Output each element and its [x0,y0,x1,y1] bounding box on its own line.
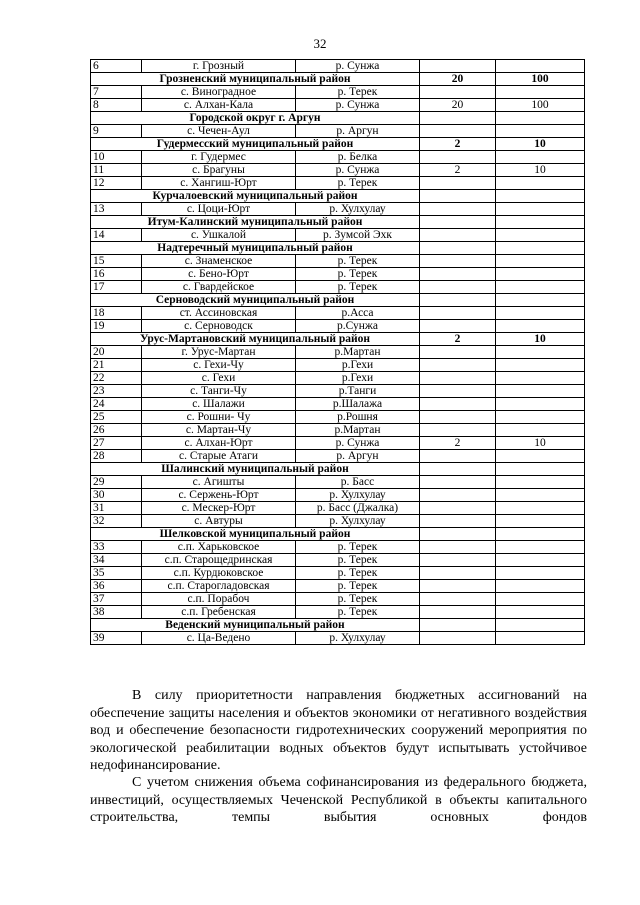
district-value-2 [496,242,585,255]
river-name: р.Асса [296,307,420,320]
row-number: 28 [91,450,142,463]
river-name: р. Аргун [296,125,420,138]
river-name: р. Басс (Джалка) [296,502,420,515]
value-2 [496,60,585,73]
value-2: 10 [496,164,585,177]
table-row [91,567,585,580]
value-2 [496,268,585,281]
value-2 [496,320,585,333]
settlement-name: с. Мартан-Чу [142,424,296,437]
table-row [91,281,585,294]
settlement-name: с. Хангиш-Юрт [142,177,296,190]
district-name: Грозненский муниципальный район [91,73,420,86]
settlement-name: г. Грозный [142,60,296,73]
table-row [91,164,585,177]
district-value-2 [496,463,585,476]
row-number: 14 [91,229,142,242]
value-1 [420,515,496,528]
table-row [91,632,585,645]
river-name: р. Сунжа [296,164,420,177]
value-2: 10 [496,437,585,450]
settlement-name: с.п. Старощедринская [142,554,296,567]
river-name: р. Терек [296,177,420,190]
river-name: р.Сунжа [296,320,420,333]
row-number: 33 [91,541,142,554]
table-row [91,99,585,112]
row-number: 25 [91,411,142,424]
river-name: р. Басс [296,476,420,489]
value-1 [420,593,496,606]
value-1 [420,398,496,411]
river-name: р. Терек [296,554,420,567]
river-name: р.Мартан [296,346,420,359]
value-2 [496,86,585,99]
row-number: 27 [91,437,142,450]
row-number: 34 [91,554,142,567]
value-1: 2 [420,164,496,177]
river-name: р. Сунжа [296,99,420,112]
river-name: р. Терек [296,606,420,619]
value-1 [420,567,496,580]
settlement-name: с. Рошни- Чу [142,411,296,424]
value-2 [496,281,585,294]
settlement-name: с. Гехи [142,372,296,385]
district-header-row [91,463,585,476]
river-name: р. Зумсой Эхк [296,229,420,242]
table-row [91,593,585,606]
value-2 [496,450,585,463]
value-2 [496,229,585,242]
value-1 [420,359,496,372]
table-row [91,450,585,463]
value-1 [420,177,496,190]
value-2 [496,554,585,567]
row-number: 30 [91,489,142,502]
value-1: 20 [420,99,496,112]
settlement-name: с. Виноградное [142,86,296,99]
river-name: р. Терек [296,255,420,268]
table-row [91,424,585,437]
table-row [91,177,585,190]
district-name: Шалинский муниципальный район [91,463,420,476]
row-number: 35 [91,567,142,580]
district-header-row [91,294,585,307]
district-header-row [91,138,585,151]
paragraph-1 [90,687,587,775]
river-name: р.Танги [296,385,420,398]
table-body [91,60,585,645]
settlement-name: с. Серноводск [142,320,296,333]
value-1 [420,125,496,138]
table-row [91,411,585,424]
district-value-1 [420,112,496,125]
row-number: 38 [91,606,142,619]
value-2 [496,632,585,645]
river-name: р. Терек [296,580,420,593]
settlement-name: с. Старые Атаги [142,450,296,463]
district-name: Гудермесский муниципальный район [91,138,420,151]
settlement-name: с. Знаменское [142,255,296,268]
value-2 [496,398,585,411]
value-1 [420,255,496,268]
district-name: Урус-Мартановский муниципальный район [91,333,420,346]
value-1 [420,424,496,437]
district-value-1 [420,463,496,476]
settlement-name: с.п. Старогладовская [142,580,296,593]
district-name: Итум-Калинский муниципальный район [91,216,420,229]
settlement-name: с.п. Порабоч [142,593,296,606]
value-2 [496,502,585,515]
district-value-2: 100 [496,73,585,86]
row-number: 23 [91,385,142,398]
table-row [91,203,585,216]
row-number: 39 [91,632,142,645]
value-1 [420,151,496,164]
value-2: 100 [496,99,585,112]
value-1 [420,541,496,554]
value-2 [496,580,585,593]
row-number: 19 [91,320,142,333]
value-1: 2 [420,437,496,450]
value-2 [496,177,585,190]
river-name: р. Терек [296,567,420,580]
river-name: р. Терек [296,86,420,99]
settlement-name: с. Сержень-Юрт [142,489,296,502]
settlement-name: с.п. Курдюковское [142,567,296,580]
value-1 [420,346,496,359]
river-name: р.Мартан [296,424,420,437]
district-header-row [91,528,585,541]
value-1 [420,489,496,502]
row-number: 29 [91,476,142,489]
value-2 [496,203,585,216]
settlement-name: с. Гехи-Чу [142,359,296,372]
district-header-row [91,73,585,86]
row-number: 20 [91,346,142,359]
row-number: 17 [91,281,142,294]
value-2 [496,125,585,138]
table-row [91,606,585,619]
river-name: р.Рошня [296,411,420,424]
district-value-1 [420,528,496,541]
value-2 [496,567,585,580]
district-value-2 [496,190,585,203]
table-row [91,86,585,99]
table-row [91,476,585,489]
district-name: Городской округ г. Аргун [91,112,420,125]
district-value-1 [420,216,496,229]
row-number: 9 [91,125,142,138]
settlement-name: г. Урус-Мартан [142,346,296,359]
table-row [91,255,585,268]
value-1 [420,268,496,281]
district-value-2 [496,216,585,229]
row-number: 7 [91,86,142,99]
river-name: р. Хулхулау [296,515,420,528]
district-value-2: 10 [496,333,585,346]
value-2 [496,385,585,398]
value-2 [496,151,585,164]
value-2 [496,359,585,372]
table-row [91,359,585,372]
row-number: 15 [91,255,142,268]
table-row [91,151,585,164]
row-number: 24 [91,398,142,411]
table-row [91,372,585,385]
table-row [91,541,585,554]
value-1 [420,229,496,242]
paragraph-1-text: В силу приоритетности направления бюджетных ассигнований на обеспечение защиты населения и объектов экономики от негативного воздействия вод и обеспечение безопасности гидротехнических сооружений мероприятия по экологической реабилитации водных объектов будут испытывать устойчивое недофинансирование. [90,688,587,773]
settlement-name: с.п. Гребенская [142,606,296,619]
river-name: р. Хулхулау [296,489,420,502]
river-name: р. Белка [296,151,420,164]
value-1 [420,320,496,333]
row-number: 16 [91,268,142,281]
settlement-name: г. Гудермес [142,151,296,164]
river-name: р. Хулхулау [296,632,420,645]
river-name: р. Терек [296,593,420,606]
value-1 [420,502,496,515]
district-value-2 [496,294,585,307]
river-name: р. Терек [296,281,420,294]
river-name: р. Аргун [296,450,420,463]
settlement-name: с. Автуры [142,515,296,528]
value-2 [496,346,585,359]
row-number: 36 [91,580,142,593]
table-row [91,489,585,502]
value-1 [420,307,496,320]
page-number: 32 [313,36,327,51]
table-row [91,307,585,320]
value-2 [496,307,585,320]
row-number: 6 [91,60,142,73]
district-value-2 [496,112,585,125]
row-number: 13 [91,203,142,216]
river-name: р. Сунжа [296,437,420,450]
value-2 [496,593,585,606]
value-2 [496,411,585,424]
district-value-1 [420,242,496,255]
settlement-name: с. Гвардейское [142,281,296,294]
table-row [91,60,585,73]
value-1 [420,60,496,73]
settlement-name: с. Мескер-Юрт [142,502,296,515]
river-name: р.Шалажа [296,398,420,411]
table-row [91,554,585,567]
value-1 [420,385,496,398]
district-value-1: 20 [420,73,496,86]
value-1 [420,203,496,216]
value-2 [496,489,585,502]
value-1 [420,411,496,424]
district-value-1: 2 [420,333,496,346]
settlement-name: с. Ушкалой [142,229,296,242]
value-1 [420,476,496,489]
table-row [91,502,585,515]
value-1 [420,554,496,567]
settlement-name: с. Ца-Ведено [142,632,296,645]
river-name: р. Терек [296,268,420,281]
district-value-2 [496,528,585,541]
value-2 [496,424,585,437]
value-1 [420,632,496,645]
district-header-row [91,216,585,229]
row-number: 21 [91,359,142,372]
table-row [91,320,585,333]
table-row [91,437,585,450]
district-value-1 [420,294,496,307]
district-header-row [91,112,585,125]
row-number: 37 [91,593,142,606]
value-1 [420,372,496,385]
district-header-row [91,619,585,632]
paragraph-2 [90,774,587,827]
river-name: р.Гехи [296,372,420,385]
row-number: 26 [91,424,142,437]
table-row [91,515,585,528]
table-row [91,268,585,281]
district-header-row [91,333,585,346]
settlement-name: с.п. Харьковское [142,541,296,554]
value-1 [420,580,496,593]
district-value-1 [420,619,496,632]
table-row [91,125,585,138]
settlement-name: с. Шалажи [142,398,296,411]
row-number: 11 [91,164,142,177]
table-row [91,398,585,411]
settlement-name: с. Чечен-Аул [142,125,296,138]
settlement-name: с. Алхан-Юрт [142,437,296,450]
row-number: 10 [91,151,142,164]
value-2 [496,372,585,385]
river-name: р. Терек [296,541,420,554]
district-name: Надтеречный муниципальный район [91,242,420,255]
district-name: Серноводский муниципальный район [91,294,420,307]
settlements-table [90,59,585,645]
row-number: 12 [91,177,142,190]
river-name: р.Гехи [296,359,420,372]
settlement-name: с. Бено-Юрт [142,268,296,281]
district-value-1: 2 [420,138,496,151]
district-value-1 [420,190,496,203]
district-name: Веденский муниципальный район [91,619,420,632]
value-1 [420,450,496,463]
district-header-row [91,190,585,203]
row-number: 31 [91,502,142,515]
river-name: р. Сунжа [296,60,420,73]
settlement-name: с. Брагуны [142,164,296,177]
table-row [91,385,585,398]
row-number: 18 [91,307,142,320]
district-value-2: 10 [496,138,585,151]
value-2 [496,541,585,554]
district-value-2 [496,619,585,632]
value-1 [420,281,496,294]
row-number: 22 [91,372,142,385]
settlement-name: ст. Ассиновская [142,307,296,320]
value-2 [496,476,585,489]
district-name: Шелковской муниципальный район [91,528,420,541]
settlement-name: с. Танги-Чу [142,385,296,398]
table-row [91,580,585,593]
value-2 [496,515,585,528]
value-1 [420,606,496,619]
row-number: 8 [91,99,142,112]
value-1 [420,86,496,99]
table-row [91,229,585,242]
paragraph-2-text: С учетом снижения объема софинансирования из федерального бюджета, инвестиций, осуществляемых Чеченской Республикой в объекты капитального строительства, темпы выбытия основных фондов [90,775,587,825]
settlement-name: с. Алхан-Кала [142,99,296,112]
value-2 [496,606,585,619]
row-number: 32 [91,515,142,528]
settlement-name: с. Цоци-Юрт [142,203,296,216]
settlement-name: с. Агишты [142,476,296,489]
river-name: р. Хулхулау [296,203,420,216]
table-row [91,346,585,359]
district-header-row [91,242,585,255]
value-2 [496,255,585,268]
district-name: Курчалоевский муниципальный район [91,190,420,203]
